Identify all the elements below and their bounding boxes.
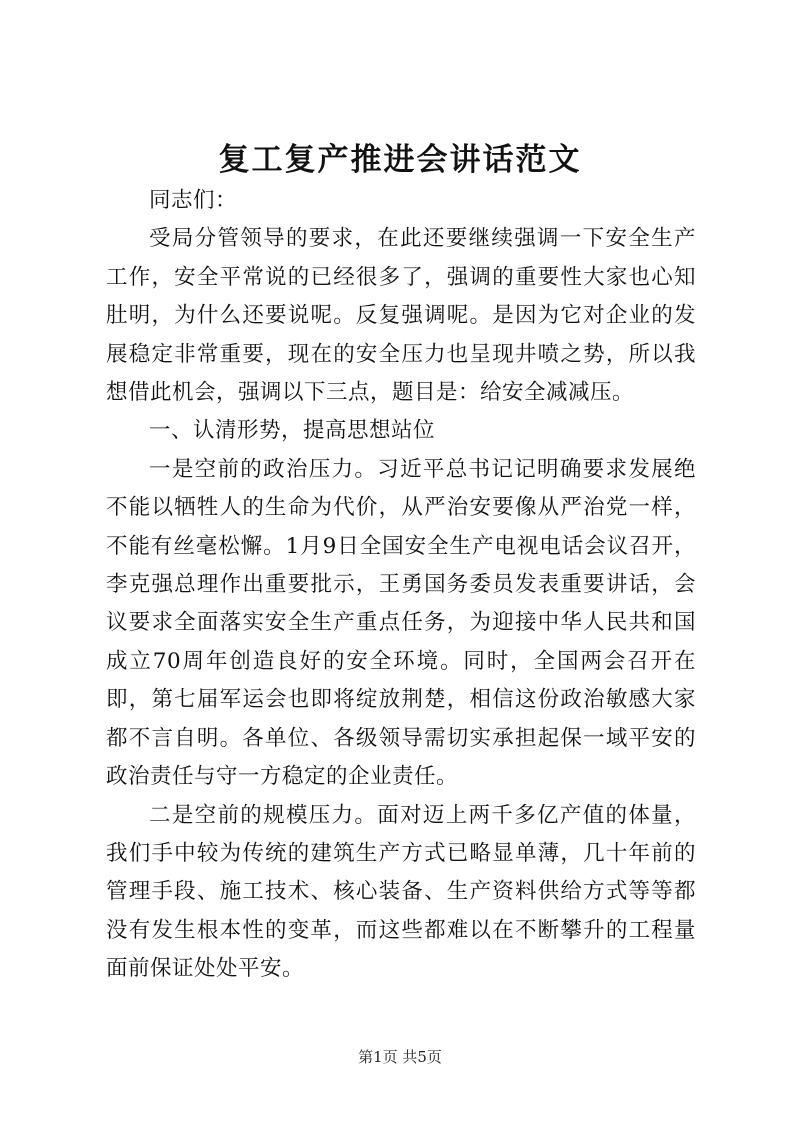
scale-pressure-paragraph: 二是空前的规模压力。面对迈上两千多亿产值的体量，我们手中较为传统的建筑生产方式已略显单薄，几十年前的管理手段、施工技术、核心装备、生产资料供给方式等等都没有发生根本性的变革，而这些都难以在不断攀升的工程量面前保证处处平安。 [106, 802, 696, 982]
section-heading: 一、认清形势，提高思想站位 [149, 418, 436, 444]
page-footer: 第1页 共5页 [358, 1048, 442, 1066]
salutation-paragraph: 同志们： [149, 188, 238, 213]
political-pressure-paragraph: 一是空前的政治压力。习近平总书记记明确要求发展绝不能以牺牲人的生命为代价，从严治安要像从严治党一样，不能有丝毫松懈。1月9日全国安全生产电视电话会议召开，李克强总理作出重要批示，王勇国务委员发表重要讲话，会议要求全面落实安全生产重点任务，为迎接中华人民共和国成立70周年创造良好的安全环境。同时，全国两会召开在即，第七届军运会也即将绽放荆楚，相信这份政治敏感大家都不言自明。各单位、各级领导需切实承担起保一域平安的政治责任与守一方稳定的企业责任。 [106, 456, 696, 790]
document-title: 复工复产推进会讲话范文 [218, 142, 582, 178]
document-body [106, 182, 696, 989]
intro-paragraph: 受局分管领导的要求，在此还要继续强调一下安全生产工作，安全平常说的已经很多了，强调的重要性大家也心知肚明，为什么还要说呢。反复强调呢。是因为它对企业的发展稳定非常重要，现在的安全压力也呈现井喷之势，所以我想借此机会，强调以下三点，题目是：给安全减减压。 [106, 226, 696, 406]
